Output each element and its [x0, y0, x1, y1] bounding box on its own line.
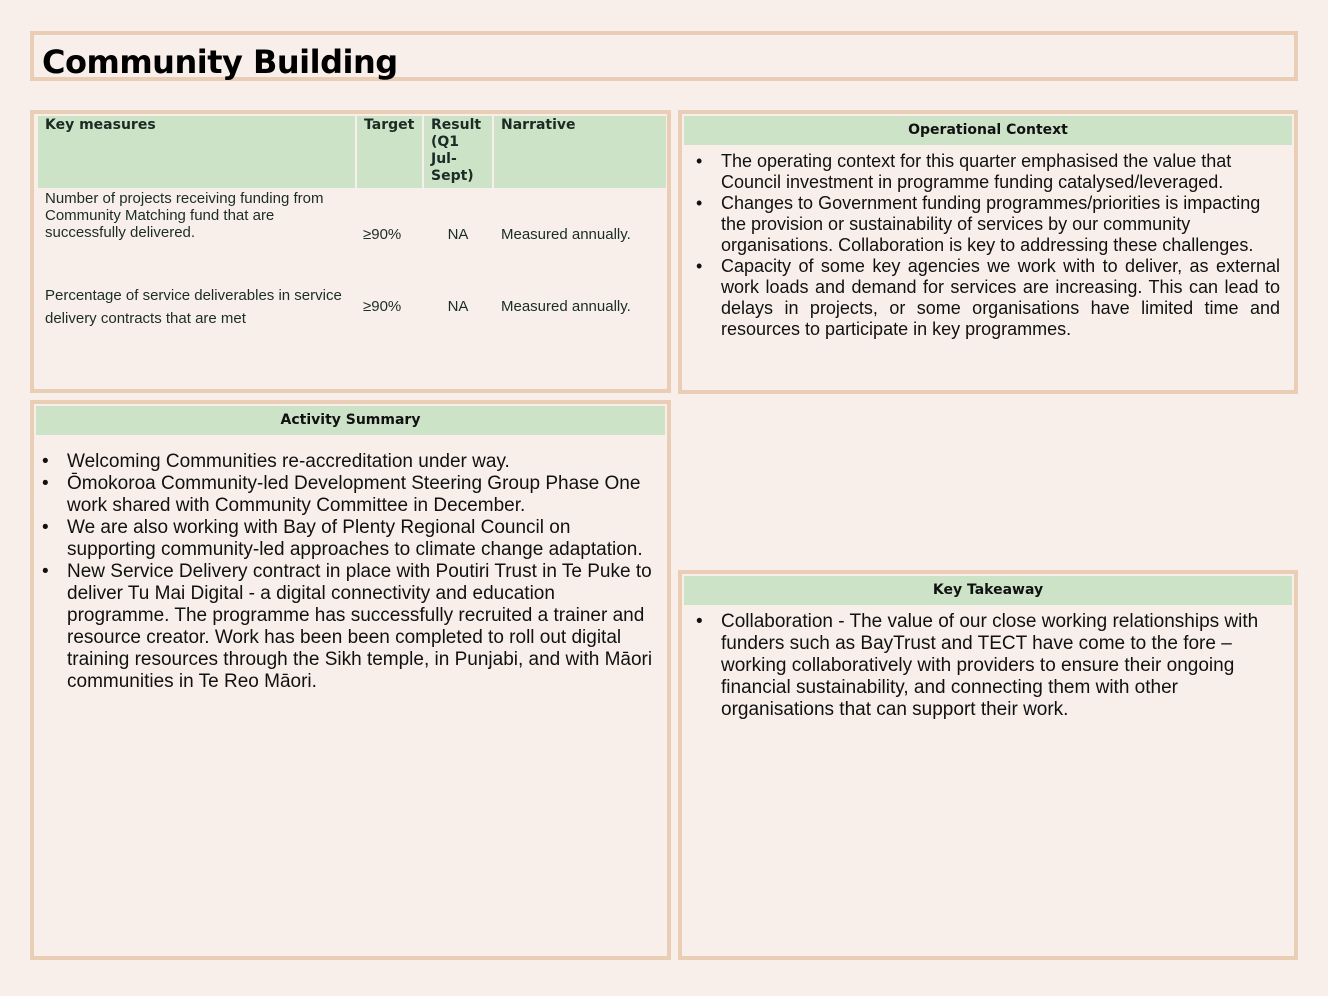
list-item: • We are also working with Bay of Plenty Regional Council on supporting community-led approaches to climate change adaptation.	[42, 517, 653, 561]
result-cell: NA	[447, 298, 469, 315]
key-measures-panel	[30, 110, 671, 393]
key-takeaway-heading: Key Takeaway	[684, 576, 1292, 605]
operational-context-list	[696, 151, 1280, 340]
table-row	[38, 278, 666, 330]
measure-cell: Number of projects receiving funding from Community Matching fund that are successfully delivered.	[45, 190, 324, 241]
operational-context-panel	[678, 110, 1298, 394]
list-item: • Welcoming Communities re-accreditation under way.	[42, 451, 653, 473]
target-cell: ≥90%	[363, 226, 402, 243]
narrative-cell: Measured annually.	[501, 226, 631, 243]
table-header-row	[38, 116, 666, 188]
target-cell: ≥90%	[363, 298, 402, 315]
activity-summary-panel	[30, 400, 671, 960]
activity-summary-list	[42, 451, 653, 693]
activity-summary-heading: Activity Summary	[36, 406, 665, 435]
list-item: • Capacity of some key agencies we work with to deliver, as external work loads and demand for services are increasing. This can lead to delays in projects, or some organisations have limited time and resources to participate in key programmes.	[696, 256, 1280, 340]
list-item: • New Service Delivery contract in place with Poutiri Trust in Te Puke to deliver Tu Mai Digital - a digital connectivity and education programme. The programme has successfully recruited a trainer and resource creator. Work has been been completed to roll out digital training resources through the Sikh temple, in Punjabi, and with Māori communities in Te Reo Māori.	[42, 561, 653, 693]
result-cell: NA	[447, 226, 469, 243]
list-item: • The operating context for this quarter emphasised the value that Council investment in programme funding catalysed/leveraged.	[696, 151, 1280, 193]
narrative-cell: Measured annually.	[501, 298, 631, 315]
key-takeaway-list	[696, 611, 1280, 721]
header-key-measures: Key measures	[38, 116, 355, 188]
header-narrative: Narrative	[494, 116, 666, 188]
header-target: Target	[357, 116, 422, 188]
key-takeaway-panel	[678, 570, 1298, 960]
header-result: Result (Q1 Jul-Sept)	[424, 116, 492, 188]
list-item: • Changes to Government funding programmes/priorities is impacting the provision or sustainability of services by our community organisations. Collaboration is key to addressing these challenges.	[696, 193, 1280, 256]
operational-context-heading: Operational Context	[684, 116, 1292, 145]
page-title: Community Building	[42, 43, 398, 81]
table-row	[38, 188, 666, 278]
measure-cell: Percentage of service deliverables in service delivery contracts that are met	[45, 287, 342, 327]
key-measures-table	[36, 116, 668, 330]
list-item: • Ōmokoroa Community-led Development Steering Group Phase One work shared with Community Committee in December.	[42, 473, 653, 517]
list-item: • Collaboration - The value of our close working relationships with funders such as BayTrust and TECT have come to the fore – working collaboratively with providers to ensure their ongoing financial sustainability, and connecting them with other organisations that can support their work.	[696, 611, 1280, 721]
title-panel	[30, 31, 1298, 81]
